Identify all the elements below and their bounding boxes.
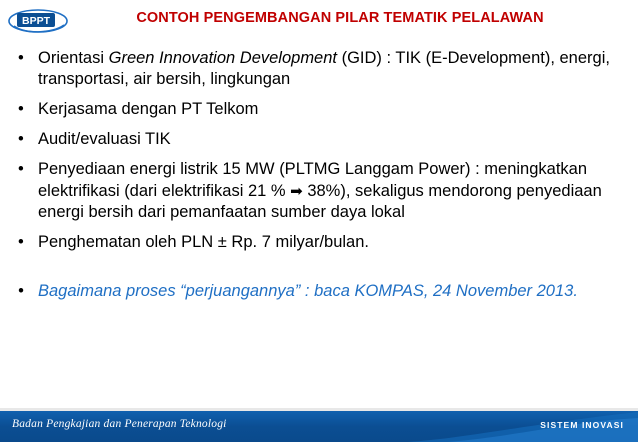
footer-tagline: SISTEM INOVASI	[540, 420, 624, 430]
bullet-text: Orientasi Green Innovation Development (GID) : TIK (E-Development), energi, transportasi, air bersih, lingkungan	[38, 49, 610, 89]
bppt-logo-icon	[8, 8, 78, 36]
bullet-marker: •	[18, 130, 24, 149]
slide-footer	[0, 408, 638, 442]
bullet-marker: •	[18, 49, 24, 67]
bullet-marker: •	[18, 281, 24, 300]
footer-organization-label: Badan Pengkajian dan Penerapan Teknologi	[12, 418, 227, 430]
bullet-marker: •	[18, 232, 24, 251]
arrow-icon: ➡	[290, 181, 303, 200]
svg-text:BPPT: BPPT	[21, 15, 51, 27]
page-title: CONTOH PENGEMBANGAN PILAR TEMATIK PELALAWAN	[136, 10, 544, 26]
bullet-text: Kerjasama dengan PT Telkom	[38, 100, 259, 119]
bullet-text: Bagaimana proses “perjuangannya” : baca KOMPAS, 24 November 2013.	[38, 281, 578, 300]
bullet-text: Penyediaan energi listrik 15 MW (PLTMG Langgam Power) : meningkatkan elektrifikasi (dari elektrifikasi 21 % ➡ 38%), sekaligus mendorong penyediaan energi bersih dari pemanfaatan sumber daya lokal	[38, 160, 602, 221]
slide-header	[0, 0, 638, 44]
list-item	[0, 281, 620, 302]
bullet-text: Audit/evaluasi TIK	[38, 130, 171, 149]
list-item	[0, 48, 620, 90]
list-item	[0, 99, 620, 120]
slide-content	[0, 48, 638, 398]
bullet-text: Penghematan oleh PLN ± Rp. 7 milyar/bulan.	[38, 232, 369, 251]
list-item	[0, 159, 620, 222]
bullet-list	[0, 48, 638, 302]
bullet-marker: •	[18, 100, 24, 119]
bullet-marker: •	[18, 160, 24, 179]
list-item	[0, 232, 620, 253]
list-item	[0, 129, 620, 150]
